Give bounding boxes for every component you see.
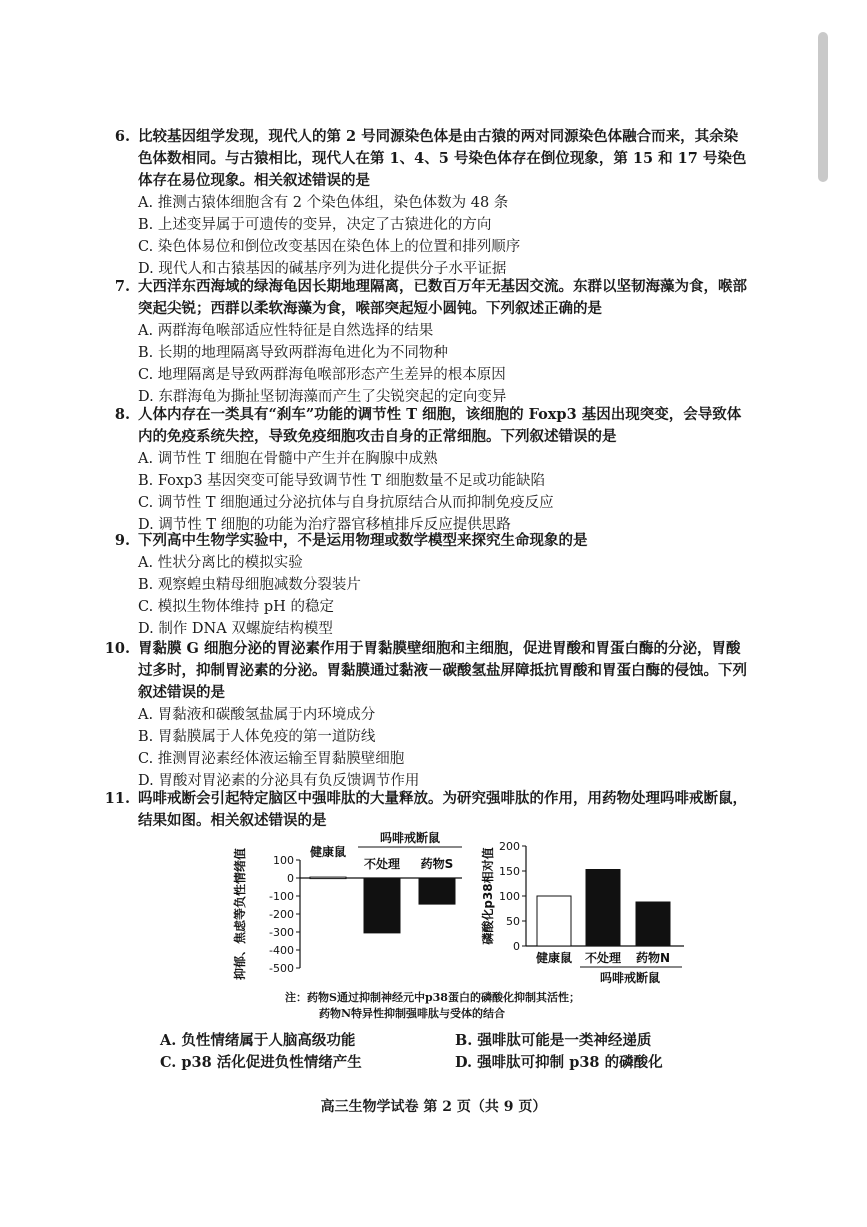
option-a: A. 负性情绪属于人脑高级功能	[160, 1032, 356, 1049]
question-6	[114, 126, 748, 280]
y-tick-label: -500	[269, 962, 294, 975]
option-d: D. 调节性 T 细胞的功能为治疗器官移植排斥反应提供思路	[138, 517, 511, 533]
bar-药物S	[419, 878, 455, 904]
option-d: D. 东群海龟为撕扯坚韧海藻而产生了尖锐突起的定向变异	[138, 389, 507, 405]
y-tick-label: 0	[513, 940, 520, 953]
question-10	[104, 638, 748, 792]
question-8	[114, 404, 748, 536]
y-tick-label: 200	[499, 840, 520, 853]
option-d: D. 胃酸对胃泌素的分泌具有负反馈调节作用	[138, 773, 420, 789]
option-a: A. 胃黏液和碳酸氢盐属于内环境成分	[138, 707, 376, 723]
option-b: B. 强啡肽可能是一类神经递质	[455, 1032, 652, 1049]
y-tick-label: -100	[269, 890, 294, 903]
y-axis-label: 磷酸化p38相对值	[481, 847, 495, 945]
y-tick-label: 100	[499, 890, 520, 903]
note-line-1: 注：药物S通过抑制神经元中p38蛋白的磷酸化抑制其活性；	[285, 991, 580, 1004]
bar-健康鼠	[310, 877, 346, 879]
option-c: C. 染色体易位和倒位改变基因在染色体上的位置和排列顺序	[138, 239, 521, 255]
question-number: 7.	[114, 278, 130, 295]
question-stem: 比较基因组学发现，现代人的第 2 号同源染色体是由古猿的两对同源染色体融合而来，其余染色体数相同。与古猿相比，现代人在第 1、4、5 号染色体存在倒位现象，第 15 和 17 号染色体存在易位现象。相关叙述错误的是	[138, 128, 747, 189]
question-number: 10.	[104, 640, 130, 657]
group-label: 吗啡戒断鼠	[379, 831, 441, 845]
option-c: C. 推测胃泌素经体液运输至胃黏膜壁细胞	[138, 751, 405, 767]
chart-negative-emotion	[232, 830, 462, 980]
scrollbar[interactable]	[818, 32, 828, 182]
option-b: B. 观察蝗虫精母细胞减数分裂装片	[138, 577, 361, 593]
bar-药物N	[636, 902, 670, 946]
option-b: B. 上述变异属于可遗传的变异，决定了古猿进化的方向	[138, 217, 492, 233]
option-d: D. 现代人和古猿基因的碱基序列为进化提供分子水平证据	[138, 261, 507, 277]
question-number: 6.	[114, 128, 130, 145]
category-label: 药物S	[420, 857, 454, 871]
question-stem: 下列高中生物学实验中，不是运用物理或数学模型来探究生命现象的是	[138, 532, 588, 549]
question-number: 9.	[114, 532, 130, 549]
chart-p38-phosphorylation	[480, 840, 684, 985]
option-a: A. 调节性 T 细胞在骨髓中产生并在胸腺中成熟	[138, 451, 438, 467]
question-7	[114, 276, 748, 408]
option-b: B. 胃黏膜属于人体免疫的第一道防线	[138, 729, 376, 745]
question-number: 11.	[104, 790, 130, 807]
figure-q11	[230, 826, 730, 986]
option-b: B. Foxp3 基因突变可能导致调节性 T 细胞数量不足或功能缺陷	[138, 473, 546, 489]
y-tick-label: -300	[269, 926, 294, 939]
option-a: A. 性状分离比的模拟实验	[138, 555, 303, 571]
question-9	[114, 530, 748, 640]
category-label: 不处理	[584, 951, 622, 965]
option-c: C. p38 活化促进负性情绪产生	[160, 1054, 362, 1071]
question-stem: 胃黏膜 G 细胞分泌的胃泌素作用于胃黏膜壁细胞和主细胞，促进胃酸和胃蛋白酶的分泌，胃酸过多时，抑制胃泌素的分泌。胃黏膜通过黏液－碳酸氢盐屏障抵抗胃酸和胃蛋白酶的侵蚀。下列叙述错误的是	[138, 640, 747, 701]
category-label: 健康鼠	[309, 845, 347, 859]
page-footer: 高三生物学试卷 第 2 页（共 9 页）	[320, 1099, 547, 1115]
y-tick-label: 100	[273, 854, 294, 867]
option-c: C. 地理隔离是导致两群海龟喉部形态产生差异的根本原因	[138, 367, 506, 383]
bar-不处理	[586, 870, 620, 947]
bar-健康鼠	[537, 896, 571, 946]
category-label: 药物N	[635, 951, 671, 965]
question-number: 8.	[114, 406, 130, 423]
option-d: D. 制作 DNA 双螺旋结构模型	[138, 621, 333, 637]
y-tick-label: 0	[287, 872, 294, 885]
option-b: B. 长期的地理隔离导致两群海龟进化为不同物种	[138, 345, 448, 361]
option-a: A. 推测古猿体细胞含有 2 个染色体组，染色体数为 48 条	[138, 195, 509, 211]
question-stem: 吗啡戒断会引起特定脑区中强啡肽的大量释放。为研究强啡肽的作用，用药物处理吗啡戒断鼠，结果如图。相关叙述错误的是	[138, 790, 747, 829]
option-a: A. 两群海龟喉部适应性特征是自然选择的结果	[138, 323, 434, 339]
category-label: 健康鼠	[535, 951, 573, 965]
y-tick-label: 50	[506, 915, 520, 928]
option-c: C. 调节性 T 细胞通过分泌抗体与自身抗原结合从而抑制免疫反应	[138, 495, 554, 511]
y-tick-label: 150	[499, 865, 520, 878]
question-stem: 大西洋东西海域的绿海龟因长期地理隔离，已数百万年无基因交流。东群以坚韧海藻为食，喉部突起尖锐；西群以柔软海藻为食，喉部突起短小圆钝。下列叙述正确的是	[138, 278, 747, 317]
option-c: C. 模拟生物体维持 pH 的稳定	[138, 599, 334, 615]
bar-不处理	[364, 878, 400, 933]
figure-note	[285, 990, 580, 1022]
question-stem: 人体内存在一类具有“刹车”功能的调节性 T 细胞，该细胞的 Foxp3 基因出现突变，会导致体内的免疫系统失控，导致免疫细胞攻击自身的正常细胞。下列叙述错误的是	[138, 406, 742, 445]
y-tick-label: -400	[269, 944, 294, 957]
y-tick-label: -200	[269, 908, 294, 921]
y-axis-label: 抑郁、焦虑等负性情绪值	[233, 847, 247, 981]
note-line-2: 药物N特异性抑制强啡肽与受体的结合	[319, 1007, 506, 1020]
group-label: 吗啡戒断鼠	[599, 971, 661, 985]
category-label: 不处理	[363, 857, 401, 871]
option-d: D. 强啡肽可抑制 p38 的磷酸化	[455, 1054, 663, 1071]
question-11-options	[160, 1030, 760, 1074]
